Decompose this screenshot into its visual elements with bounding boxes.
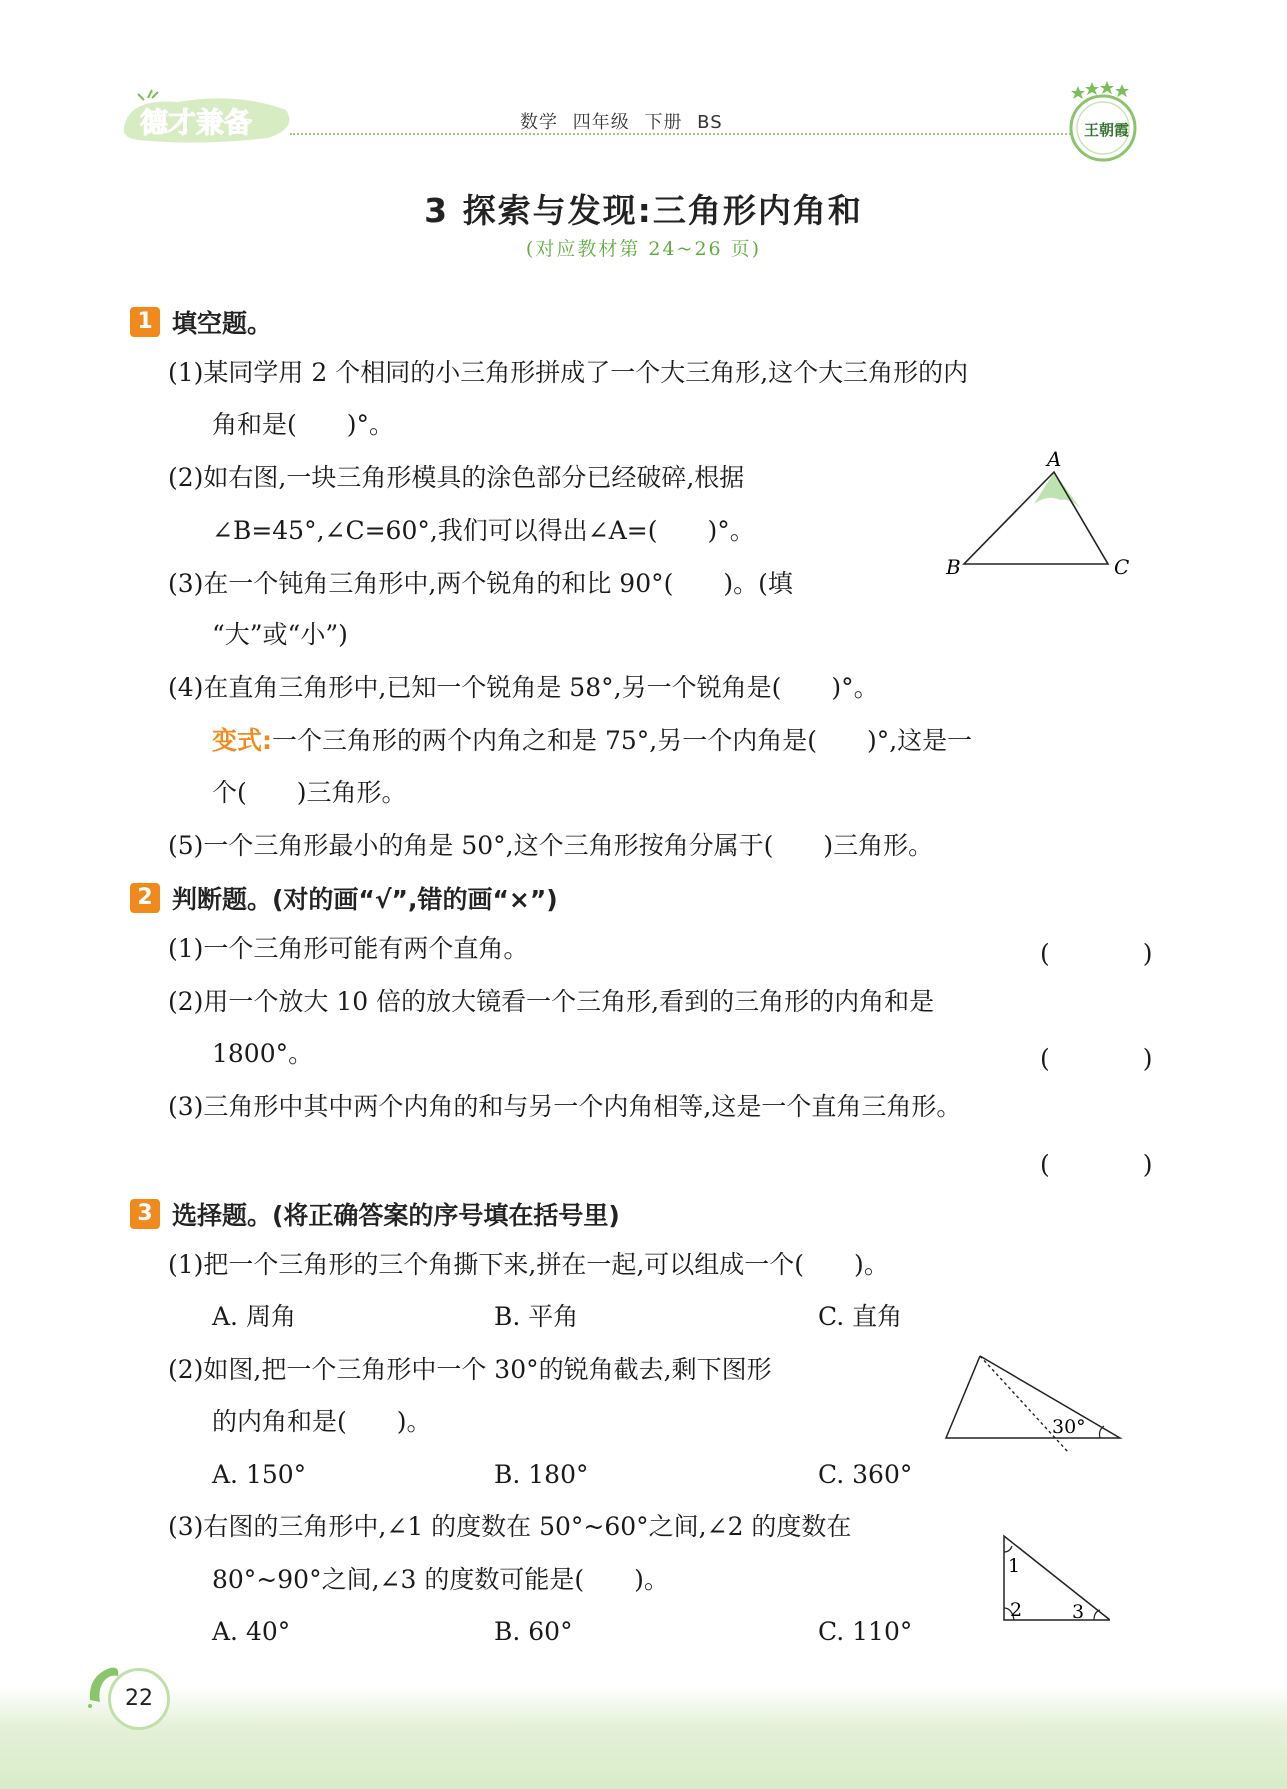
page-number: 22 [108,1668,170,1730]
section-title: 判断题。(对的画“√”,错的画“×”) [172,885,558,914]
q3-1-option-c[interactable]: C. 直角 [818,1302,903,1331]
q3-2-option-b[interactable]: B. 180° [494,1460,589,1489]
q1-2-text-cont: ∠B=45°,∠C=60°,我们可以得出∠A=( )°。 [212,516,755,545]
answer-paren[interactable]: ( ) [1040,1150,1187,1179]
q1-5-text: (5)一个三角形最小的角是 50°,这个三角形按角分属于( )三角形。 [168,831,934,860]
q3-1-option-b[interactable]: B. 平角 [494,1302,579,1331]
q2-2-text: (2)用一个放大 10 倍的放大镜看一个三角形,看到的三角形的内角和是 [168,987,935,1016]
header-meta: 数学 四年级 下册 BS [520,112,723,133]
section-number-badge: 2 [130,883,160,913]
brand-logo [118,88,298,144]
q3-1-text: (1)把一个三角形的三个角撕下来,拼在一起,可以组成一个( )。 [168,1250,889,1279]
q3-2-option-c[interactable]: C. 360° [818,1460,913,1489]
q2-1-text: (1)一个三角形可能有两个直角。 [168,934,529,963]
section-number-badge: 3 [130,1199,160,1229]
variant-text-cont: 个( )三角形。 [212,778,407,807]
variant-text: 一个三角形的两个内角之和是 75°,另一个内角是( )°,这是一 [272,726,973,755]
q3-3-option-a[interactable]: A. 40° [212,1617,291,1646]
vertex-a-label: A [1047,448,1062,471]
q3-3-option-b[interactable]: B. 60° [494,1617,573,1646]
variant-label: 变式: [212,726,272,755]
answer-paren[interactable]: ( ) [1040,1044,1187,1073]
q1-2-text: (2)如右图,一块三角形模具的涂色部分已经破碎,根据 [168,463,745,492]
q3-3-text-cont: 80°~90°之间,∠3 的度数可能是( )。 [212,1565,669,1594]
page-title: 3 探索与发现:三角形内角和 [424,191,863,230]
angle-3-label: 3 [1072,1601,1085,1623]
vertex-c-label: C [1114,555,1130,579]
seal-logo [1062,78,1144,164]
q3-3-text: (3)右图的三角形中,∠1 的度数在 50°~60°之间,∠2 的度数在 [168,1512,852,1541]
q1-3-text-cont: “大”或“小”) [212,620,348,649]
section-title: 选择题。(将正确答案的序号填在括号里) [172,1201,620,1230]
section-true-false [130,880,558,916]
answer-paren[interactable]: ( ) [1040,939,1187,968]
footer-band [0,1686,1287,1789]
figure-cut-triangle [940,1348,1130,1460]
figure-broken-triangle [940,448,1140,588]
svg-text:德才兼备: 德才兼备 [140,106,253,139]
q3-2-option-a[interactable]: A. 150° [212,1460,307,1489]
section-title: 填空题。 [172,309,273,338]
q3-2-text: (2)如图,把一个三角形中一个 30°的锐角截去,剩下图形 [168,1355,772,1384]
section-fill-blank [130,304,272,340]
figure-angle-triangle [990,1530,1110,1630]
q1-3-text: (3)在一个钝角三角形中,两个锐角的和比 90°( )。(填 [168,569,793,598]
q1-1-text: (1)某同学用 2 个相同的小三角形拼成了一个大三角形,这个大三角形的内 [168,358,969,387]
angle-1-label: 1 [1008,1555,1021,1577]
q1-4-text: (4)在直角三角形中,已知一个锐角是 58°,另一个锐角是( )°。 [168,673,879,702]
variant-line [212,726,972,756]
angle-2-label: 2 [1010,1599,1023,1621]
angle-30-label: 30° [1052,1416,1086,1438]
q1-1-text-cont: 角和是( )°。 [212,410,395,439]
q3-2-text-cont: 的内角和是( )。 [212,1407,432,1436]
section-number-badge: 1 [130,307,160,337]
q2-3-text: (3)三角形中其中两个内角的和与另一个内角相等,这是一个直角三角形。 [168,1092,962,1121]
svg-text:王朝霞: 王朝霞 [1084,121,1130,139]
page-subtitle: (对应教材第 24~26 页) [525,238,762,260]
q2-2-text-cont: 1800°。 [212,1039,314,1068]
section-multiple-choice [130,1196,620,1232]
q3-3-option-c[interactable]: C. 110° [818,1617,913,1646]
q3-1-option-a[interactable]: A. 周角 [212,1302,296,1331]
vertex-b-label: B [946,555,961,579]
